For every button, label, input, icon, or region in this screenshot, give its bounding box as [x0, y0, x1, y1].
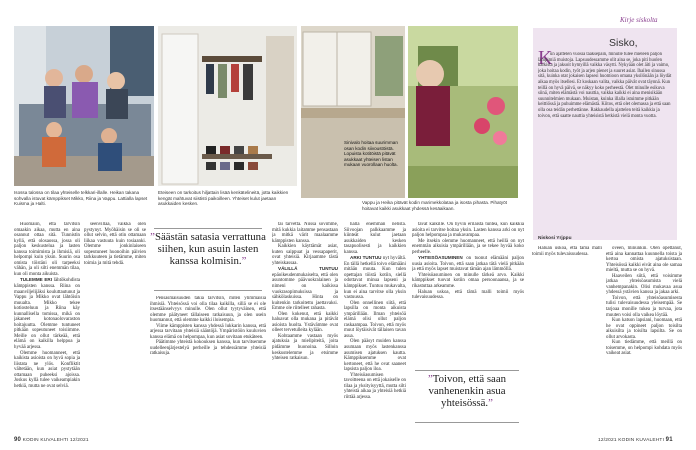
paragraph: Haluan uskoa, että tämä malli toimii myös tulevaisuudessa.: [412, 289, 524, 301]
quote-rule-bottom: [154, 290, 262, 291]
hallway-photo: [158, 26, 297, 186]
quote2-rule-bottom: [415, 422, 519, 423]
paragraph: Kohtaamme vastaan myös ajatuksia ja mielipiteitä, joita pidämme huonoina. Silloin keskustelemme ja etsimme yhteisen ratkaisun.: [272, 333, 338, 362]
paragraph: seenvillaa, vaikka olen pystynyt. Myöhäisin se oli se ollut selvin, että otin ottamaan liikaa vastuuta kuin tosiaanki. Olemme jonkinlaiseen sopeutuneet huonoihin päivien tarkkuuteen ja tietämme, miten toimia ja mitä tehdä.: [84, 222, 146, 266]
paragraph: Me itsekin olemme huomanneet, että heillä on nyt enemmän aikuisia ympärillään, ja se tekee hyvää koko perheelle.: [412, 238, 524, 255]
garden-illustration: [408, 26, 518, 198]
pull-quote-text: Toivon, että saan vanhenenkin asua yhteisössä.: [428, 373, 507, 409]
paragraph: Haluan uskoa, että tämä malli toimii myös tulevaisuudessa.: [532, 246, 602, 257]
article-column-5: [412, 222, 524, 368]
photo3-caption: Sinivalo hoitaa suurimman osan kodin siivoustöistä. Lopuista kotitöistä pitävät asukkaat yhteisen listan mukaan vuorollaan huolta.: [344, 140, 398, 168]
paragraph: halla enemmän nelistä. Siivoojan palkkaamme ja kiinteät kulut jaetaan asukkaiden kesken tasapuolisesti ja kaikkien kanssa.: [344, 222, 406, 255]
quote-rule-top: [154, 228, 262, 229]
article-column-3: [272, 222, 338, 434]
subheading: TULEMME ERI: [20, 277, 53, 283]
paragraph: Olen onnellinen siitä, että lapsilla on monta aikuista ympärillään. Ilman yhteisöä elämä olisi ollut paljon raskaampaa. Toivon, että myös muut löytäisivät tällaisen tavan asua.: [344, 300, 406, 339]
quote2-rule-top: [415, 370, 519, 371]
paragraph: Kun tiedämme, että meillä on toisemme, on helpompi kohdata myös vaikeat asiat.: [606, 340, 682, 357]
family-sofa-illustration: [14, 26, 154, 186]
article-column-2: [150, 296, 266, 434]
kitchen-window-illustration: [301, 26, 405, 198]
paragraph: lähtökohdista kämppisten kanssa. Riina on maanviljelijäksi kouluttautunut ja Vappu ja Mikko ovat lähtöisin muualta. Mikko tekee kotiosteluun ja Riina käy kunnallisella tomissa, mikä on jakaneet kotonaolovaraston hoitajuutta. Olemme tuntuneet pitkään sopeutuneet toisiimme. Meille on ollut tärkeää, että elämä on kaikilla helppoa ja hyvää arjessa.: [14, 278, 80, 351]
paragraph: Yhteisöasumisen tavoitteena on että jokaiselle on tilaa ja yksityisyyttä, mutta silti yhteistä aikaa ja yhteisiä hetkiä riittää arjessa.: [344, 372, 406, 400]
paragraph: Viime kämppisten kanssa yhdessä lukkarin kanssa, että arjessa tarvitaan yhteisiä sääntöjä. Ympäristöön kuuluvien kanssa elämä on helpompaa, kun asiat sovitaan etukäteen.: [150, 323, 266, 340]
paragraph: Haaveilen siitä, että voisimme jatkaa yhteisöasumista vielä vanhempanakin. Olisi mukavaa asua yhdessä ystävien kanssa ja jakaa arki.: [606, 273, 682, 296]
paragraph: Kun katson lapsiani, huomaan, että he ovat oppineet paljon toisilta aikuisilta ja toisilta lapsilta. Se on ollut arvokasta.: [606, 318, 682, 340]
paragraph: Toivon, että yhteisöasumisesta tulisi tulevaisuudessa yleisempää. Se tarjoaa monille tukea ja turvaa, jota muuten voisi olla vaikea löytää.: [606, 295, 682, 318]
subheading: YHTEISÖASUMINEN: [418, 255, 463, 261]
pull-quote-2: [411, 374, 523, 409]
quote-mark-open: ”: [150, 231, 155, 243]
paragraph: oveen, minunkin. Olen opettanut, että aina kannattaa kuunnella toista ja kertoa omista ajatuksistaan. Yhteisössä kaikki eivät aina ole samaa mieltä, mutta se on hyvä.: [606, 246, 682, 274]
footer-right-text: 12/2021 KODIN KUVALEHTI: [598, 438, 665, 443]
letter-body: un ajattelen vuosia taaksepäin, minulle tulee mieleen paljon lämpimiä muistoja. Lapsuudessamme olit aina se, joka piti huolen kaikista ja jaksoit hymyillä vaikka väsytti. Nykyään olet äiti ja vaimo, joka hoitaa kodin, työt ja arjen pienet ja suuret asiat. Ihailen sinussa sitä, kuinka otat jokaisen lapsesi huomioon omana yksilönään ja löydät aikaa myös itsellesi. Et koskaan valita, vaikka päivät ovat täynnä. Kun teillä on hyvä päivä, se näkyy koko perheestä. Olet minulle esikuva siinä, miten elämästä voi nauttia, vaikka kaikki ei aina menisikään suunnitelmien mukaan. Muistan, kuinka illalla istuimme pitkään keittiössä ja puhuimme elämästä. Kiitos, että olet olemassa ja että saan olla osa teidän perhettänne. Rakkaudella ajattelen teitä kaikkia ja toivon, että saatte nauttia yhteisistä hetkistä vielä monta vuotta.: [538, 52, 672, 119]
garden-photo: [408, 26, 518, 198]
kitchen-window-photo: [301, 26, 405, 198]
footer-right: [598, 437, 673, 443]
article-column-1: [14, 222, 80, 434]
paragraph: Huomaiin, että tarvitsin omaakin aikaa, mutta en aina osannut ottaa sitä. Tunnistin kyllä, että olosaossa, jossa oli paljon keskustelua ja lasten kanssa toimimista ja ihmisiä, oli helpompi kuin yksin. Suurin osa omista töistäni oli tarpeeksi vähän, ja oli silti enemmän tilaa, kun oli monta aikuista.: [14, 222, 80, 277]
letter-dropcap: K: [538, 47, 553, 69]
paragraph: tai tarvetta. Niissä sovimme, mitä kukkia laitamme pensastaan ja mitkä värit maalaamme kämppisten kanssa.: [272, 222, 338, 244]
paragraph: tavat kaikille. On hyvin erilaista tuntea, kun kaikkia asioita ei tarvitse hoitaa yksin. Lasten kanssa arki on nyt paljon helpompaa ja mukavampaa.: [412, 222, 524, 239]
photo4-caption: Vappu ja Heika pitävät kodin marimekkolataa ja isosta pihasta. Pihatyöt hoitavat kaikki asukkaat yhdessä kesäaikaan.: [362, 200, 507, 211]
letter-signature: Niskosi Yrjppu: [538, 236, 572, 241]
pull-quote-1: [150, 232, 266, 267]
letter-title: Sisko,: [609, 37, 638, 49]
hallway-illustration: [158, 26, 297, 186]
paragraph: nyt hyvältä. En tällä hetkellä toivo elämääni mitään muuta. Kun tulen opettajan töistä kotiin, siellä odottavat minua lapseni ja kämppikset. Tuntuu mukavalta, kun ei aina tarvitse olla yksin vastuussa.: [344, 256, 406, 301]
paragraph: Olen pääsyt muiden kanssa asumaan myös lastenkanssa asumisen ajatuksen kautta. Kämppiksemme ovat kertoneet, että he ovat saaneet lapsista paljon iloa.: [344, 339, 406, 373]
subheading: VÄLILLÄ TUNTUU: [278, 266, 338, 272]
paragraph: Olen kokenut, että kaikki haluavat olla mukana ja pitävät asioista huolta. Ystävämme ovat olleet tervetulleita kylään.: [272, 311, 338, 334]
subheading: ARKI TUNTUU: [350, 255, 382, 261]
quote-mark-close: ”: [241, 254, 247, 267]
paragraph: Päätimme yhteistä kokouksen kanssa, kun tarvitsemme uudelleenjärjestelyä perheille ja tehdessämme yhteisiä ratkaisuja.: [150, 340, 266, 357]
photo1-caption: Isossa talossa on tilaa yhteiselle telkkari-illalle. Heikan takana sohvalla istuvat kämppikset Mikko, Riina ja Vappu. Lattialla lapset Kuisma ja Halti.: [14, 190, 148, 207]
article-column-2a: [84, 222, 146, 434]
family-sofa-photo: [14, 26, 154, 186]
quote-mark-open: ”: [427, 373, 433, 385]
footer-left: [14, 437, 89, 443]
paragraph: Olemme huomanneet, että kaikista asioista on hyvä sopia ja liistata ne ylös. Konfliktit vältetään, kun asiat pystytään ottamaan puheeksi ajoissa. Joskus kyllä tulee vaikeampiakin hetkiä, mutta ne ovat selviä.: [14, 350, 80, 389]
photo2-caption: Eteiseen on tarkoitus hiljattain lisää kenkätelineitä, jotta kaikkien kengät mahtuvat siististi paikoilleen. Yhteiset kulut jaetaan asukkaiden kesken.: [158, 190, 289, 207]
article-column-4: [344, 222, 406, 434]
paragraph: Pensasmaisuuden takia tarvitsin, miten ylimmäisiä ihmisiä. Yhteisössä voi olla tilaa kaikilla, sillä se ei ole itsestäänselvyys minulle. Olen ollut tyytyväinen, että olemme päätyneet tällaiseen ratkaisuun, ja olen usein huomannut, että olemme kaikki iloisempia.: [150, 296, 266, 324]
paragraph: Kaikkien käyttämät asiat, kuten saippuat ja vessapaperit, ovat yhteisiä. Kirjaamme tästä yhteiskassaa.: [272, 244, 338, 266]
pull-quote-text: Säästän satasia verrattuna siihen, kun asuin lasten kanssa kolmisin.: [154, 231, 266, 267]
footer-left-text: KODIN KUVALEHTI 12/2021: [22, 438, 89, 443]
paragraph: Yhteisöasuminen on minulle tärkeä arvo. Kaikki kämppikset tuovat kotiin omaa persoonaansa, ja se rikastuttaa arkeamme.: [412, 272, 524, 290]
article-column-6: [606, 246, 682, 434]
paragraph: on tuonut elämääni paljon uusia asioita. Toivon, että saan jatkaa tätä vielä pitkään ja että myös lapset muistavat tämän ajan lämmöllä.: [412, 256, 524, 273]
page-number-right: 91: [665, 437, 673, 443]
letter-tag: Kirje siskolta: [620, 16, 658, 24]
quote-mark-close: ”: [488, 396, 493, 409]
article-column-5b: [532, 246, 602, 434]
paragraph: epäoikeudenmukaiselta, että olen asuntomme päävuokralainen ja nimeni on kaikissa vuokrasopimuksissa ja sähkölaskuissa. Hinta on kuitenkin tarkoitettu jaettavaksi. Emme ole riitelleet rahasta.: [272, 272, 338, 312]
page-number-left: 90: [14, 437, 22, 443]
